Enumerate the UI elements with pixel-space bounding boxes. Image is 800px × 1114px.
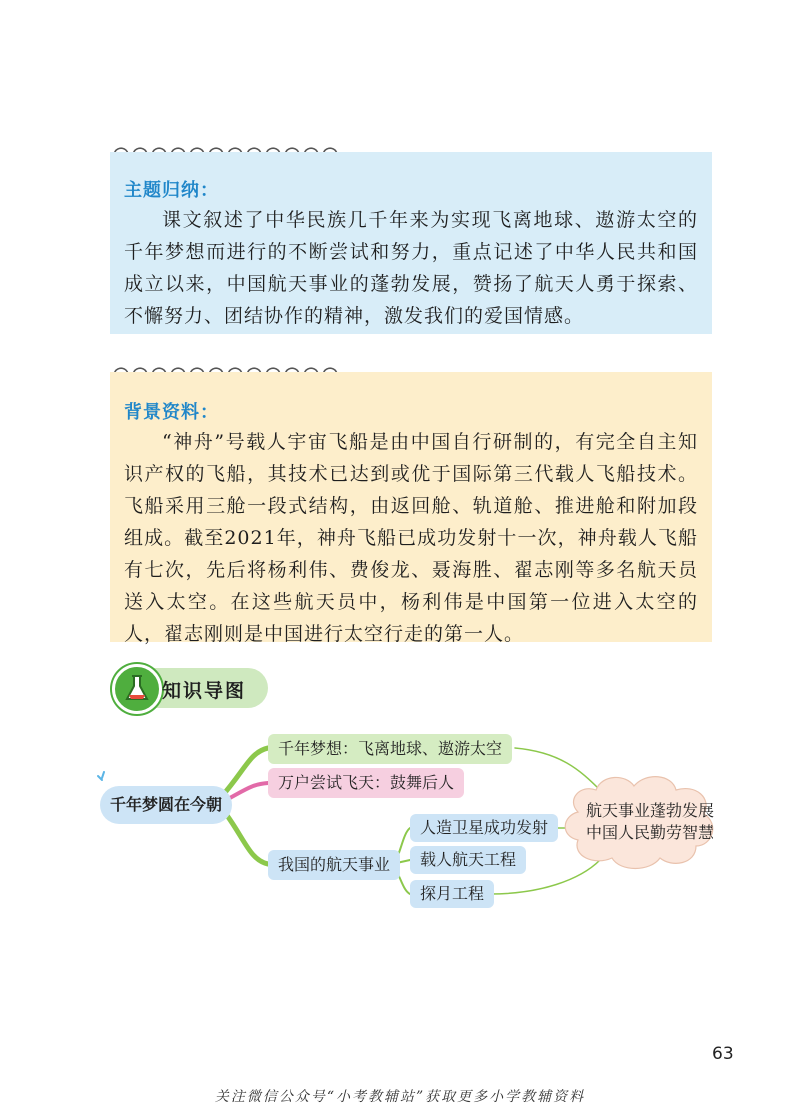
conclusion-line-1: 航天事业蓬勃发展 bbox=[585, 801, 714, 820]
summary-body: 课文叙述了中华民族几千年来为实现飞离地球、遨游太空的千年梦想而进行的不断尝试和努力，重点记述了中华人民共和国成立以来，中国航天事业的蓬勃发展，赞扬了航天人勇于探索、不懈努力、团结协作的精神，激发我们的爱国情感。 bbox=[124, 209, 698, 327]
mindmap-sub-manned: 载人航天工程 bbox=[410, 846, 526, 874]
conclusion-line-2: 中国人民勤劳智慧 bbox=[585, 823, 714, 842]
page-number: 63 bbox=[712, 1044, 734, 1064]
mindmap-sub-satellite: 人造卫星成功发射 bbox=[410, 814, 558, 842]
mindmap-conclusion bbox=[564, 782, 736, 864]
background-body: “神舟”号载人宇宙飞船是由中国自行研制的，有完全自主知识产权的飞船，其技术已达到或优于国际第三代载人飞船技术。飞船采用三舱一段式结构，由返回舱、轨道舱、推进舱和附加段组成。截至2021年，神舟飞船已成功发射十一次，神舟载人飞船有七次，先后将杨利伟、费俊龙、聂海胜、翟志刚等多名航天员送入太空。在这些航天员中，杨利伟是中国第一位进入太空的人，翟志刚则是中国进行太空行走的第一人。 bbox=[124, 431, 698, 645]
background-card bbox=[110, 372, 712, 645]
summary-card bbox=[110, 152, 712, 334]
mindmap-branch-dream: 千年梦想：飞离地球、遨游太空 bbox=[268, 734, 512, 764]
background-title: 背景资料： bbox=[124, 402, 219, 423]
mindmap-branch-space-industry: 我国的航天事业 bbox=[268, 850, 400, 880]
mindmap-sub-moon: 探月工程 bbox=[410, 880, 494, 908]
footer-note: 关注微信公众号“小考教辅站”获取更多小学教辅资料 bbox=[214, 1089, 586, 1105]
summary-title: 主题归纳： bbox=[124, 180, 219, 201]
mindmap-branch-wanhu: 万户尝试飞天：鼓舞后人 bbox=[268, 768, 464, 798]
mindmap-root: 千年梦圆在今朝 bbox=[100, 786, 232, 824]
mindmap-header-title: 知识导图 bbox=[162, 680, 247, 702]
flask-icon bbox=[112, 664, 162, 714]
